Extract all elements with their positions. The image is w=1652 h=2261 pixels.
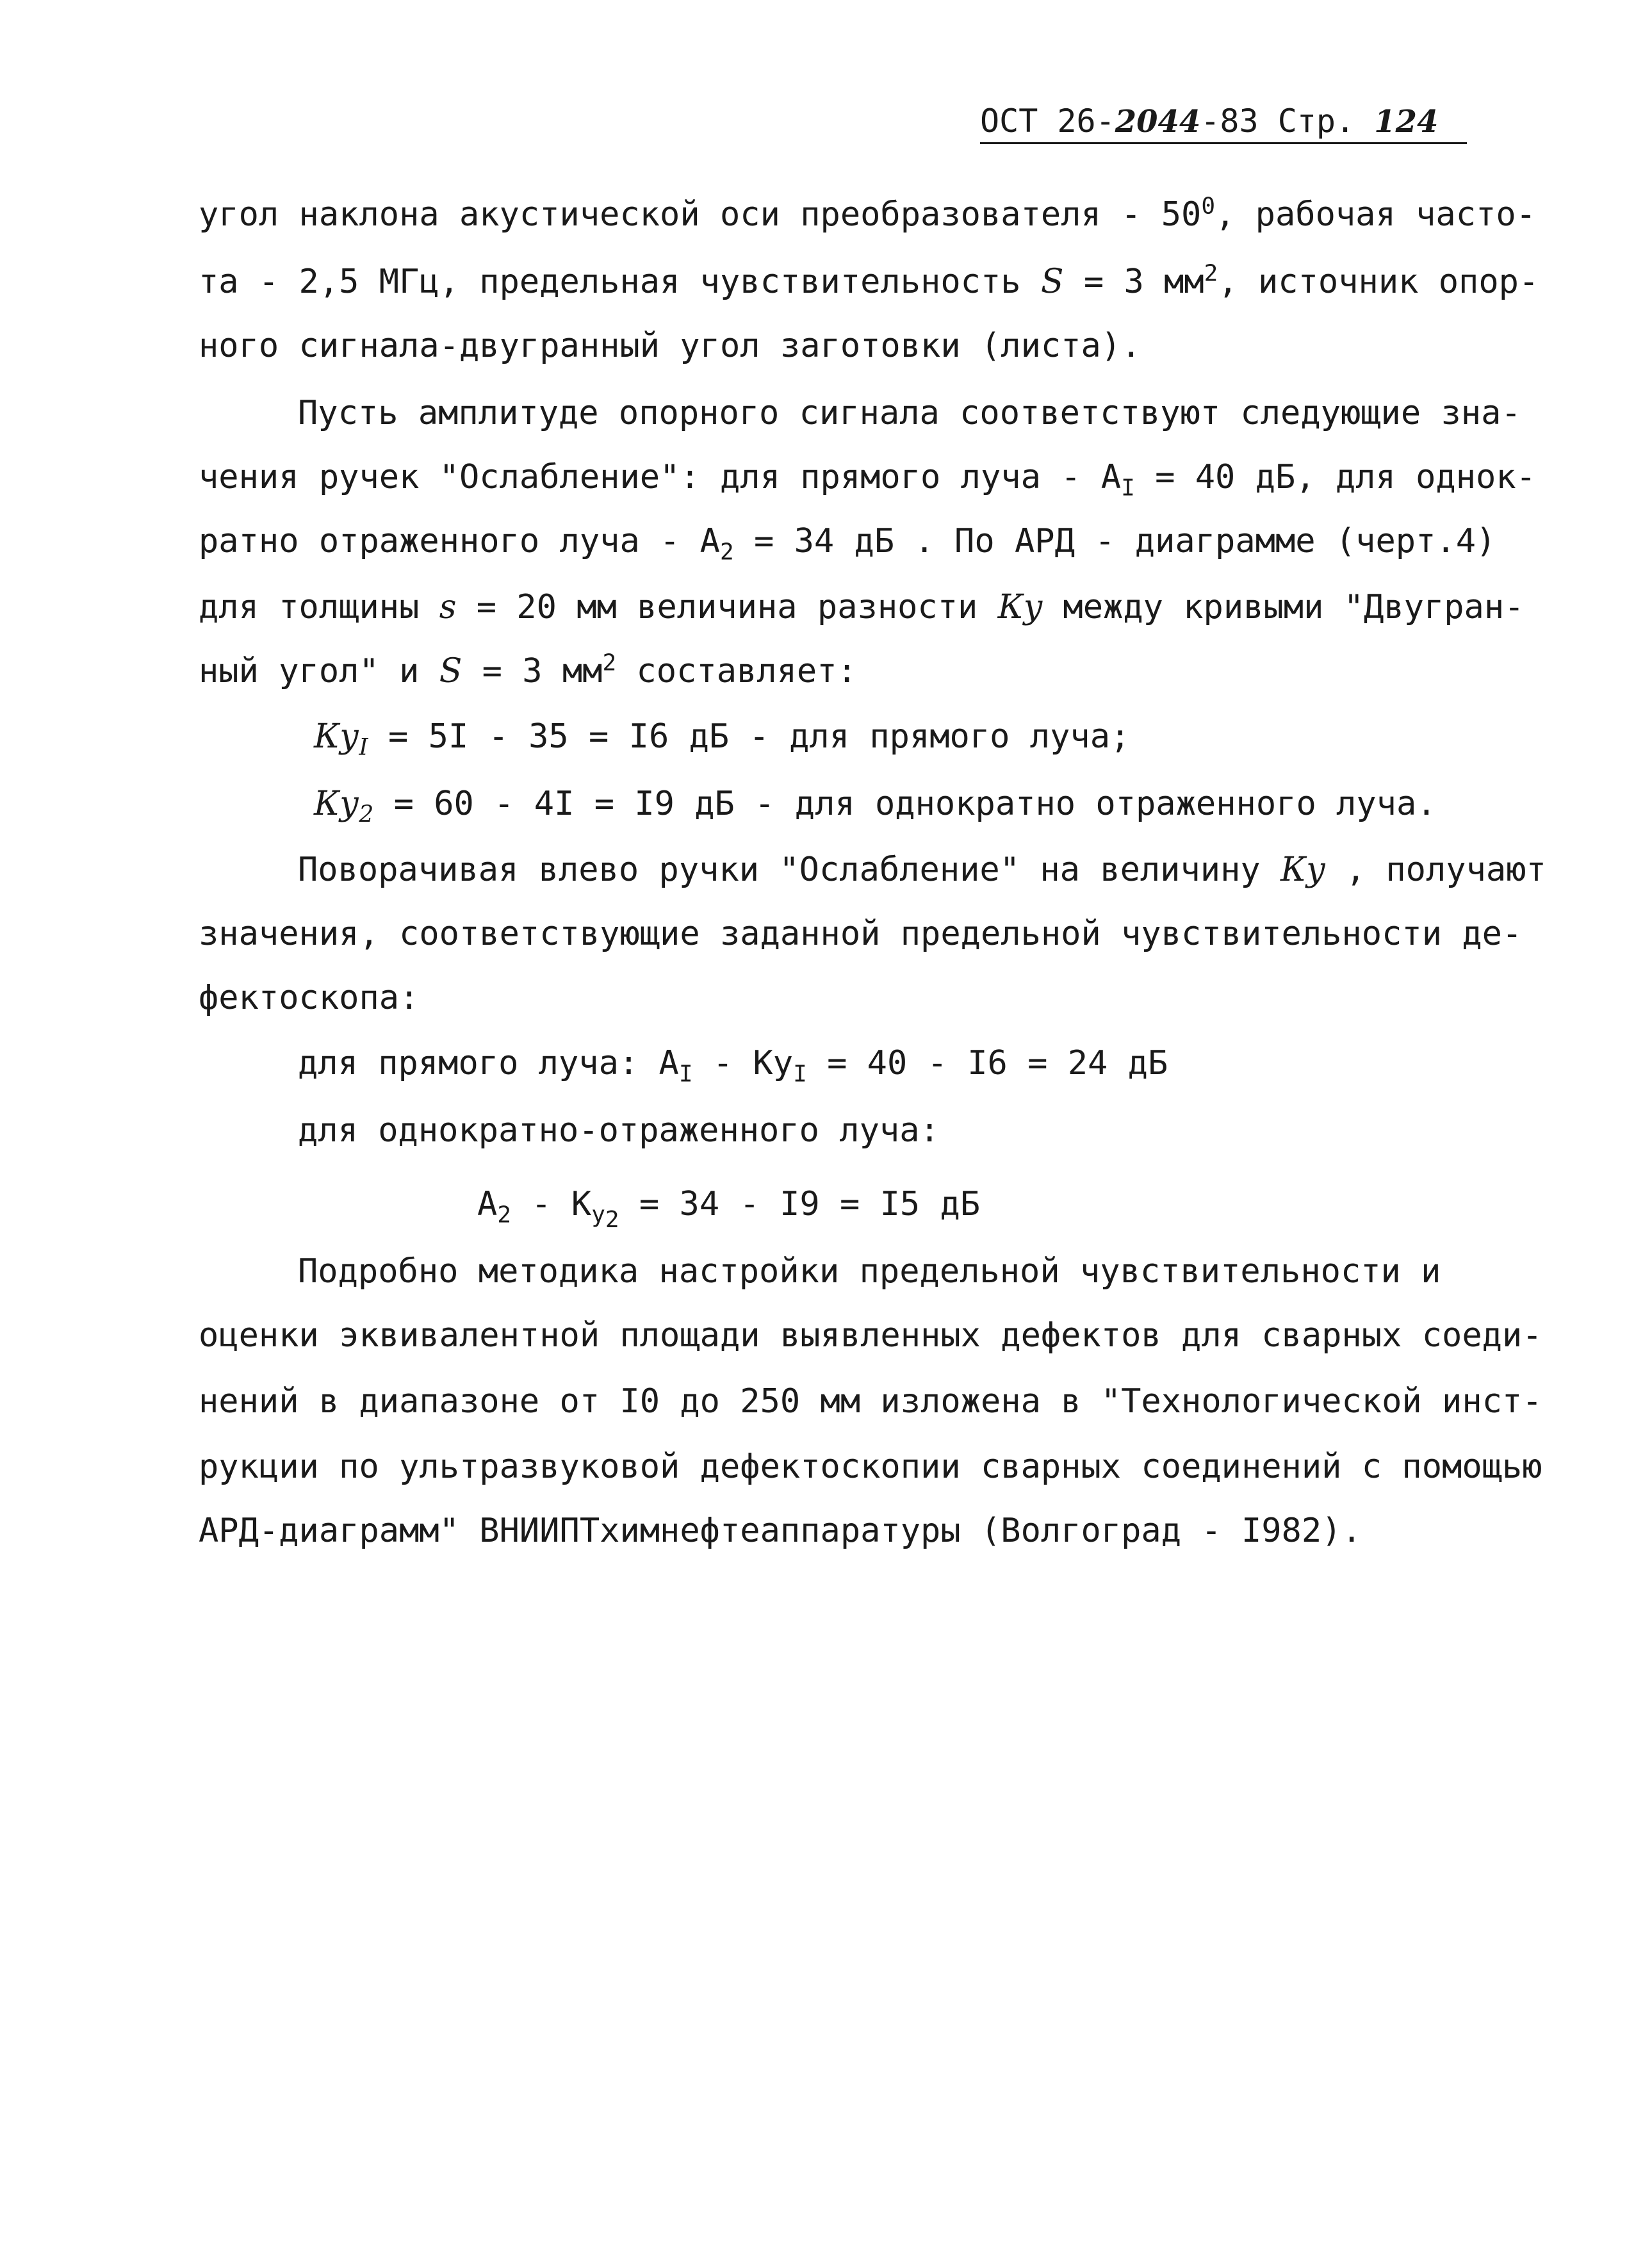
text-line <box>199 979 419 1017</box>
handwritten-symbol: Ку <box>314 785 359 823</box>
header-handwritten-number: 2044 <box>1115 104 1201 140</box>
text-run: - Ку <box>712 1044 794 1082</box>
header-page-label: -83 Стр. <box>1200 102 1355 140</box>
text-run: оценки эквивалентной площади выявленных дефектов для сварных соеди- <box>199 1316 1542 1355</box>
text-run: ного сигнала-двугранный угол заготовки (листа). <box>199 327 1141 365</box>
text-run: А <box>477 1185 498 1223</box>
subscript: 2 <box>497 1202 511 1228</box>
text-run: та - 2,5 МГц, предельная чувствительность <box>199 263 1021 301</box>
text-run: = 5I - 35 = I6 дБ - для прямого луча; <box>388 717 1131 756</box>
text-line <box>199 1512 1362 1550</box>
text-line <box>199 260 1539 301</box>
text-run: чения ручек "Ослабление": для прямого луча - А <box>199 458 1122 496</box>
subscript: I <box>678 1061 693 1088</box>
text-line <box>199 522 1496 566</box>
text-run: = 3 мм <box>482 652 603 690</box>
text-line <box>199 1382 1542 1421</box>
text-run: - К <box>531 1185 592 1223</box>
text-run: , источник опор- <box>1218 263 1539 301</box>
text-line <box>298 1252 1441 1291</box>
text-run: ратно отраженного луча - А <box>199 522 720 560</box>
text-run: составляет: <box>636 652 857 690</box>
subscript: I <box>359 734 368 761</box>
subscript: 2 <box>605 1207 619 1234</box>
handwritten-symbol: S <box>1040 263 1064 301</box>
handwritten-symbol: S <box>439 652 462 690</box>
text-run: между кривыми "Двугран- <box>1063 588 1525 626</box>
text-run: рукции по ультразвуковой дефектоскопии сварных соединений с помощью <box>199 1448 1542 1486</box>
text-line <box>199 195 1536 234</box>
text-run: = 3 мм <box>1083 263 1204 301</box>
text-run: , получают <box>1345 851 1546 889</box>
subscript: I <box>793 1061 807 1088</box>
text-run: = 34 - I9 = I5 дБ <box>639 1185 981 1223</box>
handwritten-symbol: Ку <box>314 717 359 756</box>
result-line <box>298 1111 940 1150</box>
equation-line <box>314 785 1437 828</box>
superscript: 2 <box>1204 260 1218 287</box>
header-handwritten-page: 124 <box>1374 104 1439 140</box>
text-run: ный угол" и <box>199 652 420 690</box>
handwritten-symbol: Ку <box>1280 851 1326 889</box>
result-line <box>477 1185 981 1234</box>
header-standard: ОСТ 26- <box>980 102 1115 140</box>
text-run: Поворачивая влево ручки "Ослабление" на величину <box>298 851 1261 889</box>
text-line <box>199 327 1141 365</box>
text-run: , рабочая часто- <box>1215 195 1536 234</box>
superscript: 2 <box>602 649 617 676</box>
text-run: для однократно-отраженного луча: <box>298 1111 940 1150</box>
page-header <box>980 102 1438 140</box>
text-line <box>298 851 1546 889</box>
subscript: 2 <box>359 801 374 828</box>
text-run: значения, соответствующие заданной предельной чувствительности де- <box>199 915 1523 953</box>
subscript: 2 <box>719 539 734 566</box>
text-line <box>199 649 857 690</box>
text-run: нений в диапазоне от I0 до 250 мм изложена в "Технологической инст- <box>199 1382 1542 1421</box>
text-run: = 40 - I6 = 24 дБ <box>827 1044 1168 1082</box>
header-underline <box>980 142 1467 144</box>
text-line <box>199 915 1522 953</box>
text-run: для толщины <box>199 588 420 626</box>
handwritten-symbol: s <box>439 588 457 626</box>
text-line <box>199 458 1536 502</box>
equation-line <box>314 717 1131 761</box>
text-line <box>298 394 1521 432</box>
text-line <box>199 588 1524 626</box>
text-run: = 60 - 4I = I9 дБ - для однократно отраженного луча. <box>393 785 1437 823</box>
text-run: фектоскопа: <box>199 979 420 1017</box>
text-run: = 20 мм величина разности <box>476 588 978 626</box>
superscript: 0 <box>1201 193 1216 220</box>
text-run: Пусть амплитуде опорного сигнала соответствуют следующие зна- <box>298 394 1521 432</box>
text-line <box>199 1448 1542 1486</box>
text-run: Подробно методика настройки предельной чувствительности и <box>298 1252 1441 1291</box>
subscript: у <box>591 1202 605 1228</box>
text-run: угол наклона акустической оси преобразователя - 50 <box>199 195 1202 234</box>
text-run: = 34 дБ . По АРД - диаграмме (черт.4) <box>753 522 1496 560</box>
text-run: = 40 дБ, для однок- <box>1155 458 1536 496</box>
text-line <box>199 1316 1542 1355</box>
text-run: для прямого луча: А <box>298 1044 679 1082</box>
subscript: I <box>1121 475 1135 502</box>
handwritten-symbol: Ку <box>997 588 1043 626</box>
text-run: АРД-диаграмм" ВНИИПТхимнефтеаппаратуры (Волгоград - I982). <box>199 1512 1362 1550</box>
result-line <box>298 1044 1168 1088</box>
